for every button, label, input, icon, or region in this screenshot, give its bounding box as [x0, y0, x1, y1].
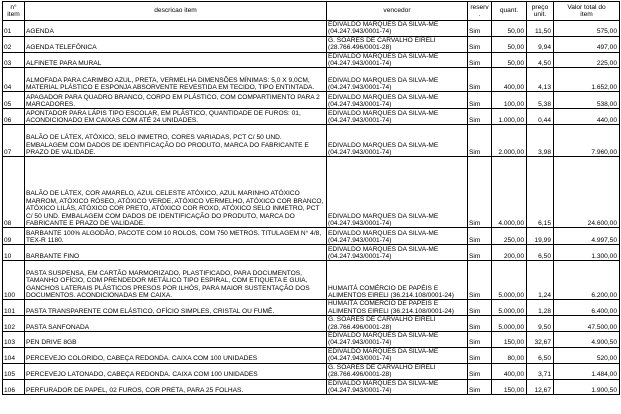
unit-price-cell: 6,50 [527, 245, 554, 261]
reserve-cell: Sim [468, 261, 492, 300]
winner-cell: EDIVALDO MARQUES DA SILVA-ME (04.247.943/0001-74) [327, 21, 468, 37]
reserve-cell: Sim [468, 300, 492, 316]
table-row [3, 68, 620, 92]
unit-price-cell: 5,38 [527, 92, 554, 109]
quantity-cell: 250,00 [492, 228, 527, 245]
unit-price-cell: 32,67 [527, 332, 554, 348]
header-unit-price: preço unit. [527, 2, 554, 21]
table-row [3, 261, 620, 300]
item-number-cell: 103 [3, 332, 25, 348]
reserve-cell: Sim [468, 157, 492, 228]
total-value-cell: 6.200,00 [554, 261, 620, 300]
winner-cell: EDIVALDO MARQUES DA SILVA-ME (04.247.943/0001-74) [327, 332, 468, 348]
total-value-cell: 6.400,00 [554, 300, 620, 316]
item-number-cell: 07 [3, 125, 25, 157]
reserve-cell: Sim [468, 92, 492, 109]
description-cell: APAGADOR PARA QUADRO BRANCO, CORPO EM PLÁSTICO, COM COMPARTIMENTO PARA 2 MARCADORES. [25, 92, 327, 109]
header-row [3, 2, 620, 21]
item-number-cell: 100 [3, 261, 25, 300]
table-row [3, 316, 620, 332]
item-number-cell: 104 [3, 347, 25, 363]
table-row [3, 300, 620, 316]
header-description: descricao item [25, 2, 327, 21]
description-cell: ALMOFADA PARA CARIMBO AZUL, PRETA, VERMELHA DIMENSÕES MÍNIMAS: 5,0 X 9,0CM, MATERIAL PLÁSTICO E ESPONJA ABSORVENTE REVESTIDA EM TECIDO, TIPO ENTINTADA. [25, 68, 327, 92]
quantity-cell: 50,00 [492, 36, 527, 52]
winner-cell: EDIVALDO MARQUES DA SILVA-ME (04.247.943/0001-74) [327, 109, 468, 125]
total-value-cell: 47.500,00 [554, 316, 620, 332]
description-cell: AGENDA TELEFÔNICA [25, 36, 327, 52]
unit-price-cell: 0,44 [527, 109, 554, 125]
table-row [3, 347, 620, 363]
table-row [3, 125, 620, 157]
quantity-cell: 400,00 [492, 68, 527, 92]
unit-price-cell: 4,50 [527, 52, 554, 68]
item-number-cell: 09 [3, 228, 25, 245]
winner-cell: G. SOARES DE CARVALHO EIRELI (28.766.496/0001-28) [327, 36, 468, 52]
reserve-cell: Sim [468, 347, 492, 363]
quantity-cell: 5.000,00 [492, 316, 527, 332]
unit-price-cell: 3,98 [527, 125, 554, 157]
reserve-cell: Sim [468, 109, 492, 125]
total-value-cell: 520,00 [554, 347, 620, 363]
description-cell: PERCEVEJO COLORIDO, CABEÇA REDONDA. CAIXA COM 100 UNIDADES [25, 347, 327, 363]
total-value-cell: 575,00 [554, 21, 620, 37]
quantity-cell: 400,00 [492, 363, 527, 379]
header-item-number: n° item [3, 2, 25, 21]
header-reserve: reserv . [468, 2, 492, 21]
total-value-cell: 7.960,00 [554, 125, 620, 157]
description-cell: AGENDA [25, 21, 327, 37]
winner-cell: EDIVALDO MARQUES DA SILVA-ME (04.247.943/0001-74) [327, 92, 468, 109]
table-row [3, 245, 620, 261]
table-row [3, 157, 620, 228]
reserve-cell: Sim [468, 245, 492, 261]
description-cell: PASTA TRANSPARENTE COM ELÁSTICO, OFÍCIO SIMPLES, CRISTAL OU FUMÊ. [25, 300, 327, 316]
total-value-cell: 538,00 [554, 92, 620, 109]
item-number-cell: 101 [3, 300, 25, 316]
header-winner: vencedor [327, 2, 468, 21]
item-number-cell: 08 [3, 157, 25, 228]
description-cell: APONTADOR PARA LÁPIS TIPO ESCOLAR, EM PLÁSTICO, QUANTIDADE DE FUROS: 01, ACONDICIONADO EM CAIXAS COM ATÉ 24 UNIDADES. [25, 109, 327, 125]
total-value-cell: 1.900,50 [554, 379, 620, 395]
unit-price-cell: 3,71 [527, 363, 554, 379]
item-number-cell: 05 [3, 92, 25, 109]
quantity-cell: 5.000,00 [492, 300, 527, 316]
quantity-cell: 150,00 [492, 379, 527, 395]
winner-cell: G. SOARES DE CARVALHO EIRELI (28.766.496/0001-28) [327, 363, 468, 379]
description-cell: ALFINETE PARA MURAL [25, 52, 327, 68]
reserve-cell: Sim [468, 52, 492, 68]
table-row [3, 228, 620, 245]
winner-cell: HUMAITÁ COMÉRCIO DE PAPÉIS E ALIMENTOS EIRELI (36.214.108/0001-24) [327, 300, 468, 316]
item-number-cell: 105 [3, 363, 25, 379]
reserve-cell: Sim [468, 379, 492, 395]
header-quantity: quant. [492, 2, 527, 21]
item-number-cell: 106 [3, 379, 25, 395]
item-number-cell: 02 [3, 36, 25, 52]
quantity-cell: 4.000,00 [492, 157, 527, 228]
quantity-cell: 50,00 [492, 21, 527, 37]
table-row [3, 92, 620, 109]
reserve-cell: Sim [468, 21, 492, 37]
reserve-cell: Sim [468, 125, 492, 157]
reserve-cell: Sim [468, 363, 492, 379]
reserve-cell: Sim [468, 228, 492, 245]
quantity-cell: 5.000,00 [492, 261, 527, 300]
header-total-value: Valor total do item [554, 2, 620, 21]
unit-price-cell: 11,50 [527, 21, 554, 37]
reserve-cell: Sim [468, 68, 492, 92]
description-cell: PASTA SANFONADA [25, 316, 327, 332]
total-value-cell: 1.484,00 [554, 363, 620, 379]
unit-price-cell: 4,13 [527, 68, 554, 92]
total-value-cell: 1.652,00 [554, 68, 620, 92]
total-value-cell: 440,00 [554, 109, 620, 125]
description-cell: PERCEVEJO LATONADO, CABEÇA REDONDA. CAIXA COM 100 UNIDADES [25, 363, 327, 379]
item-number-cell: 10 [3, 245, 25, 261]
item-number-cell: 01 [3, 21, 25, 37]
unit-price-cell: 9,50 [527, 316, 554, 332]
item-number-cell: 102 [3, 316, 25, 332]
quantity-cell: 1.000,00 [492, 109, 527, 125]
table-row [3, 332, 620, 348]
table-row [3, 379, 620, 395]
winner-cell: HUMAITÁ COMÉRCIO DE PAPÉIS E ALIMENTOS EIRELI (36.214.108/0001-24) [327, 261, 468, 300]
quantity-cell: 2.000,00 [492, 125, 527, 157]
description-cell: PASTA SUSPENSA, EM CARTÃO MARMORIZADO, PLASTIFICADO, PARA DOCUMENTOS, TAMANHO OFÍCIO, COM PRENDEDOR METÁLICO TIPO ESPIRAL, COM ETIQUETA E GUIA, GANCHOS LATERAIS PLÁSTICOS PRESOS POR ILHÓS, PARA MAIOR SUSTENTAÇÃO DOS DOCUMENTOS. ACONDICIONADAS EM CAIXA. [25, 261, 327, 300]
reserve-cell: Sim [468, 36, 492, 52]
items-table [2, 1, 620, 395]
item-number-cell: 06 [3, 109, 25, 125]
unit-price-cell: 9,94 [527, 36, 554, 52]
table-row [3, 21, 620, 37]
table-row [3, 36, 620, 52]
unit-price-cell: 12,67 [527, 379, 554, 395]
table-row [3, 363, 620, 379]
quantity-cell: 50,00 [492, 52, 527, 68]
total-value-cell: 1.300,00 [554, 245, 620, 261]
total-value-cell: 4.900,50 [554, 332, 620, 348]
item-number-cell: 04 [3, 68, 25, 92]
description-cell: BALÃO DE LÁTEX, ATÓXICO, SELO INMETRO, CORES VARIADAS, PCT C/ 50 UND. EMBALAGEM COM DADOS DE IDENTIFICAÇÃO DO PRODUTO, MARCA DO FABRICANTE E PRAZO DE VALIDADE. [25, 125, 327, 157]
description-cell: PEN DRIVE 8GB [25, 332, 327, 348]
quantity-cell: 200,00 [492, 245, 527, 261]
description-cell: BARBANTE FINO [25, 245, 327, 261]
winner-cell: EDIVALDO MARQUES DA SILVA-ME (04.247.943/0001-74) [327, 379, 468, 395]
unit-price-cell: 19,99 [527, 228, 554, 245]
reserve-cell: Sim [468, 332, 492, 348]
unit-price-cell: 6,50 [527, 347, 554, 363]
winner-cell: EDIVALDO MARQUES DA SILVA-ME (04.247.943/0001-74) [327, 52, 468, 68]
quantity-cell: 150,00 [492, 332, 527, 348]
item-number-cell: 03 [3, 52, 25, 68]
table-row [3, 109, 620, 125]
table-row [3, 52, 620, 68]
winner-cell: EDIVALDO MARQUES DA SILVA-ME (04.247.943/0001-74) [327, 245, 468, 261]
description-cell: BALÃO DE LÁTEX, COR AMARELO, AZUL CELESTE ATÓXICO, AZUL MARINHO ATÓXICO MARROM, ATÓXICO RÓSEO, ATÓXICO VERDE, ATÓXICO VERMELHO, ATÓXICO COR BRANCO, ATÓXICO LILÁS, ATÓXICO COR PRETO, ATÓXICO COR ROXO, ATÓXICO SELO INMETRO, PCT C/ 50 UND. EMBALAGEM COM DADOS DE IDENTIFICAÇÃO DO PRODUTO, MARCA DO FABRICANTE E PRAZO DE VALIDADE. [25, 157, 327, 228]
winner-cell: G. SOARES DE CARVALHO EIRELI (28.766.496/0001-28) [327, 316, 468, 332]
total-value-cell: 225,00 [554, 52, 620, 68]
total-value-cell: 497,00 [554, 36, 620, 52]
total-value-cell: 4.997,50 [554, 228, 620, 245]
winner-cell: EDIVALDO MARQUES DA SILVA-ME (04.247.943/0001-74) [327, 68, 468, 92]
quantity-cell: 100,00 [492, 92, 527, 109]
total-value-cell: 24.600,00 [554, 157, 620, 228]
unit-price-cell: 6,15 [527, 157, 554, 228]
winner-cell: EDIVALDO MARQUES DA SILVA-ME (04.247.943/0001-74) [327, 157, 468, 228]
description-cell: BARBANTE 100% ALGODÃO, PACOTE COM 10 ROLOS, COM 750 METROS. TITULAGEM N° 4/8, TEX-R 1180. [25, 228, 327, 245]
winner-cell: EDIVALDO MARQUES DA SILVA-ME (04.247.943/0001-74) [327, 347, 468, 363]
winner-cell: EDIVALDO MARQUES DA SILVA-ME (04.247.943/0001-74) [327, 125, 468, 157]
unit-price-cell: 1,24 [527, 261, 554, 300]
quantity-cell: 80,00 [492, 347, 527, 363]
reserve-cell: Sim [468, 316, 492, 332]
description-cell: PERFURADOR DE PAPEL, 02 FUROS, COR PRETA, PARA 25 FOLHAS. [25, 379, 327, 395]
unit-price-cell: 1,28 [527, 300, 554, 316]
winner-cell: EDIVALDO MARQUES DA SILVA-ME (04.247.943/0001-74) [327, 228, 468, 245]
